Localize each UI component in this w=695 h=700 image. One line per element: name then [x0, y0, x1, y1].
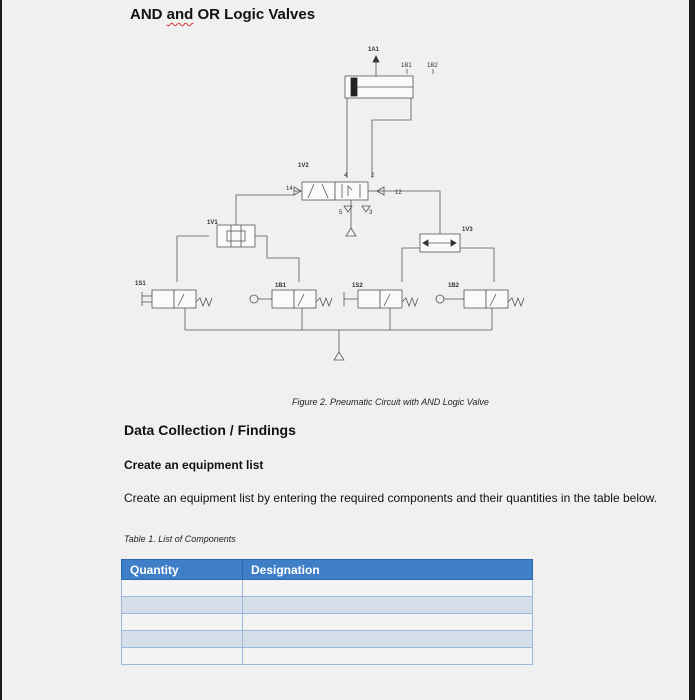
label-port-5: 5 [339, 210, 343, 216]
designation-cell[interactable] [243, 597, 533, 614]
label-limit-2: 1B2 [448, 283, 460, 289]
designation-cell[interactable] [243, 614, 533, 631]
quantity-cell[interactable] [122, 580, 243, 597]
figure-caption: Figure 2. Pneumatic Circuit with AND Logic Valve [292, 397, 489, 407]
pneumatic-circuit-diagram [2, 0, 689, 400]
table-caption: Table 1. List of Components [124, 534, 236, 544]
label-start-1: 1S1 [135, 281, 146, 287]
label-port-12: 12 [395, 190, 402, 196]
table-row [122, 631, 533, 648]
components-table [121, 559, 533, 665]
quantity-cell[interactable] [122, 648, 243, 665]
label-sensor-2: 1B2 [427, 63, 438, 69]
instruction-text: Create an equipment list by entering the required components and their quantities in the table below. [124, 491, 658, 505]
label-cylinder: 1A1 [368, 47, 380, 53]
label-start-2: 1S2 [352, 283, 363, 289]
label-port-14: 14 [286, 186, 293, 192]
spellcheck-word: and [166, 6, 194, 23]
document-page [2, 0, 689, 700]
designation-cell[interactable] [243, 648, 533, 665]
label-port-4: 4 [344, 173, 348, 179]
table-header-row [122, 560, 533, 580]
table-row [122, 648, 533, 665]
header-designation: Designation [243, 560, 533, 580]
label-port-3-main: 3 [369, 210, 373, 216]
label-port-2-main: 2 [371, 173, 375, 179]
quantity-cell[interactable] [122, 631, 243, 648]
table-row [122, 614, 533, 631]
page-title: AND and OR Logic Valves [130, 6, 316, 23]
label-sensor-1: 1B1 [401, 63, 412, 69]
subheading: Create an equipment list [124, 458, 264, 472]
designation-cell[interactable] [243, 580, 533, 597]
label-valve-or: 1V3 [462, 227, 473, 233]
designation-cell[interactable] [243, 631, 533, 648]
quantity-cell[interactable] [122, 614, 243, 631]
label-limit-1: 1B1 [275, 283, 287, 289]
label-valve-and: 1V1 [207, 220, 218, 226]
table-row [122, 580, 533, 597]
table-row [122, 597, 533, 614]
quantity-cell[interactable] [122, 597, 243, 614]
header-quantity: Quantity [122, 560, 243, 580]
label-valve-main: 1V2 [298, 163, 309, 169]
section-heading: Data Collection / Findings [124, 422, 296, 438]
